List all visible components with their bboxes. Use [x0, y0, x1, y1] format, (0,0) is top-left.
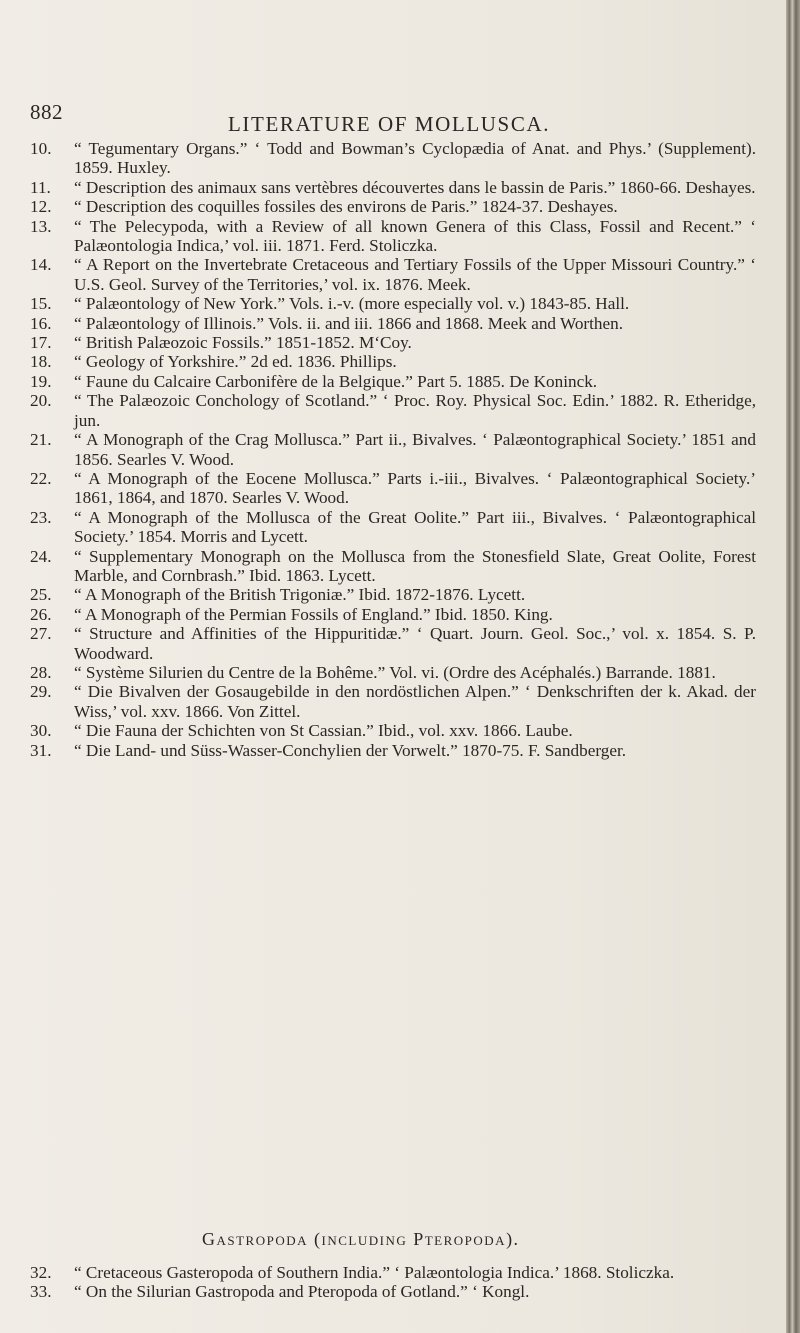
- running-head: LITERATURE OF MOLLUSCA.: [228, 112, 551, 136]
- entry-text: “ British Palæozoic Fossils.” 1851-1852. M‘Coy.: [74, 333, 412, 353]
- bibliography-entry: [30, 139, 756, 178]
- bibliography-entry: [30, 178, 756, 197]
- entry-text: “ Geology of Yorkshire.” 2d ed. 1836. Phillips.: [74, 352, 397, 372]
- entry-text: “ On the Silurian Gastropoda and Pteropoda of Gotland.” ‘ Kongl.: [74, 1282, 530, 1302]
- entry-text: “ Description des animaux sans vertèbres découvertes dans le bassin de Paris.” 1860-66. Deshayes.: [74, 177, 756, 197]
- entry-number: 14.: [30, 255, 52, 275]
- bibliography-entry: [30, 721, 756, 740]
- bibliography-entry: [30, 1282, 756, 1301]
- bibliography-entry: [30, 430, 756, 469]
- entry-text: “ Die Bivalven der Gosaugebilde in den nordöstlichen Alpen.” ‘ Denkschriften der k. Akad. der Wiss,’ vol. xxv. 1866. Von Zittel.: [74, 682, 756, 721]
- entry-number: 13.: [30, 216, 52, 236]
- entry-text: “ The Palæozoic Conchology of Scotland.” ‘ Proc. Roy. Physical Soc. Edin.’ 1882. R. Etheridge, jun.: [74, 391, 756, 430]
- entry-text: “ Palæontology of New York.” Vols. i.-v. (more especially vol. v.) 1843-85. Hall.: [74, 294, 630, 314]
- entry-text: “ Tegumentary Organs.” ‘ Todd and Bowman’s Cyclopædia of Anat. and Phys.’ (Supplement). 1859. Huxley.: [74, 139, 756, 178]
- entry-number: 28.: [30, 662, 52, 682]
- bibliography-entry: [30, 352, 756, 371]
- bibliography-entry: [30, 1263, 756, 1282]
- bibliography-entry: [30, 255, 756, 294]
- entry-text: “ Système Silurien du Centre de la Bohême.” Vol. vi. (Ordre des Acéphalés.) Barrande. 1881.: [74, 662, 716, 682]
- entry-text: “ Die Fauna der Schichten von St Cassian.” Ibid., vol. xxv. 1866. Laube.: [74, 721, 573, 741]
- section-heading: Gastropoda (including Pteropoda).: [202, 1229, 520, 1249]
- bibliography-entry: [30, 508, 756, 547]
- page-number: 882: [30, 100, 63, 124]
- entry-number: 30.: [30, 721, 52, 741]
- entry-text: “ Faune du Calcaire Carbonifère de la Belgique.” Part 5. 1885. De Koninck.: [74, 371, 598, 391]
- entry-number: 23.: [30, 507, 52, 527]
- entry-number: 17.: [30, 333, 52, 353]
- entry-text: “ A Monograph of the Eocene Mollusca.” Parts i.-iii., Bivalves. ‘ Palæontographical Society.’ 1861, 1864, and 1870. Searles V. Wood.: [74, 468, 756, 508]
- entry-number: 33.: [30, 1282, 52, 1302]
- entry-number: 24.: [30, 546, 52, 566]
- entry-number: 21.: [30, 430, 52, 450]
- entry-text: “ A Report on the Invertebrate Cretaceous and Tertiary Fossils of the Upper Missouri Country.” ‘ U.S. Geol. Survey of the Territories,’ vol. ix. 1876. Meek.: [74, 255, 756, 294]
- entry-text: “ A Monograph of the British Trigoniæ.” Ibid. 1872-1876. Lycett.: [74, 585, 526, 605]
- entry-text: “ Description des coquilles fossiles des environs de Paris.” 1824-37. Deshayes.: [74, 197, 618, 217]
- bibliography-entry: [30, 624, 756, 663]
- bibliography-entry: [30, 585, 756, 604]
- entry-number: 26.: [30, 604, 52, 624]
- entry-text: “ A Monograph of the Mollusca of the Great Oolite.” Part iii., Bivalves. ‘ Palæontographical Society.’ 1854. Morris and Lycett.: [74, 507, 756, 547]
- entry-number: 18.: [30, 352, 52, 372]
- entry-number: 12.: [30, 197, 52, 217]
- entry-number: 20.: [30, 391, 52, 411]
- entry-text: “ A Monograph of the Crag Mollusca.” Part ii., Bivalves. ‘ Palæontographical Society.’ 1851 and 1856. Searles V. Wood.: [74, 430, 756, 469]
- entry-number: 10.: [30, 139, 52, 158]
- bibliography-entry: [30, 197, 756, 216]
- bibliography-entry: [30, 314, 756, 333]
- bibliography-entry: [30, 333, 756, 352]
- bibliography-entry: [30, 547, 756, 586]
- entry-text: “ Structure and Affinities of the Hippuritidæ.” ‘ Quart. Journ. Geol. Soc.,’ vol. x. 1854. S. P. Woodward.: [74, 624, 756, 663]
- entry-text: “ Palæontology of Illinois.” Vols. ii. and iii. 1866 and 1868. Meek and Worthen.: [74, 313, 624, 333]
- bibliography-entry: [30, 372, 756, 391]
- entry-number: 31.: [30, 740, 52, 760]
- bibliography-entry: [30, 741, 756, 760]
- bibliography-entry: [30, 217, 756, 256]
- entry-number: 15.: [30, 294, 52, 314]
- entry-number: 11.: [30, 177, 51, 197]
- book-binding-edge: [786, 0, 800, 1333]
- entry-number: 32.: [30, 1263, 52, 1282]
- bibliography-entry: [30, 469, 756, 508]
- bibliography-list-gastropoda: [30, 1263, 756, 1302]
- bibliography-entry: [30, 391, 756, 430]
- bibliography-entry: [30, 294, 756, 313]
- entry-number: 25.: [30, 585, 52, 605]
- bibliography-list: [30, 139, 756, 760]
- entry-text: “ Cretaceous Gasteropoda of Southern India.” ‘ Palæontologia Indica.’ 1868. Stoliczka.: [74, 1263, 675, 1282]
- entry-number: 27.: [30, 624, 52, 644]
- entry-text: “ The Pelecypoda, with a Review of all known Genera of this Class, Fossil and Recent.” ‘ Palæontologia Indica,’ vol. iii. 1871. Ferd. Stoliczka.: [74, 216, 756, 256]
- entry-number: 22.: [30, 468, 52, 488]
- bibliography-entry: [30, 682, 756, 721]
- entry-number: 29.: [30, 682, 52, 702]
- bibliography-entry: [30, 663, 756, 682]
- entry-number: 19.: [30, 371, 52, 391]
- bibliography-entry: [30, 605, 756, 624]
- entry-text: “ A Monograph of the Permian Fossils of England.” Ibid. 1850. King.: [74, 604, 553, 624]
- entry-text: “ Die Land- und Süss-Wasser-Conchylien der Vorwelt.” 1870-75. F. Sandberger.: [74, 740, 627, 760]
- entry-text: “ Supplementary Monograph on the Mollusca from the Stonesfield Slate, Great Oolite, Forest Marble, and Cornbrash.” Ibid. 1863. Lycett.: [74, 546, 756, 585]
- entry-number: 16.: [30, 313, 52, 333]
